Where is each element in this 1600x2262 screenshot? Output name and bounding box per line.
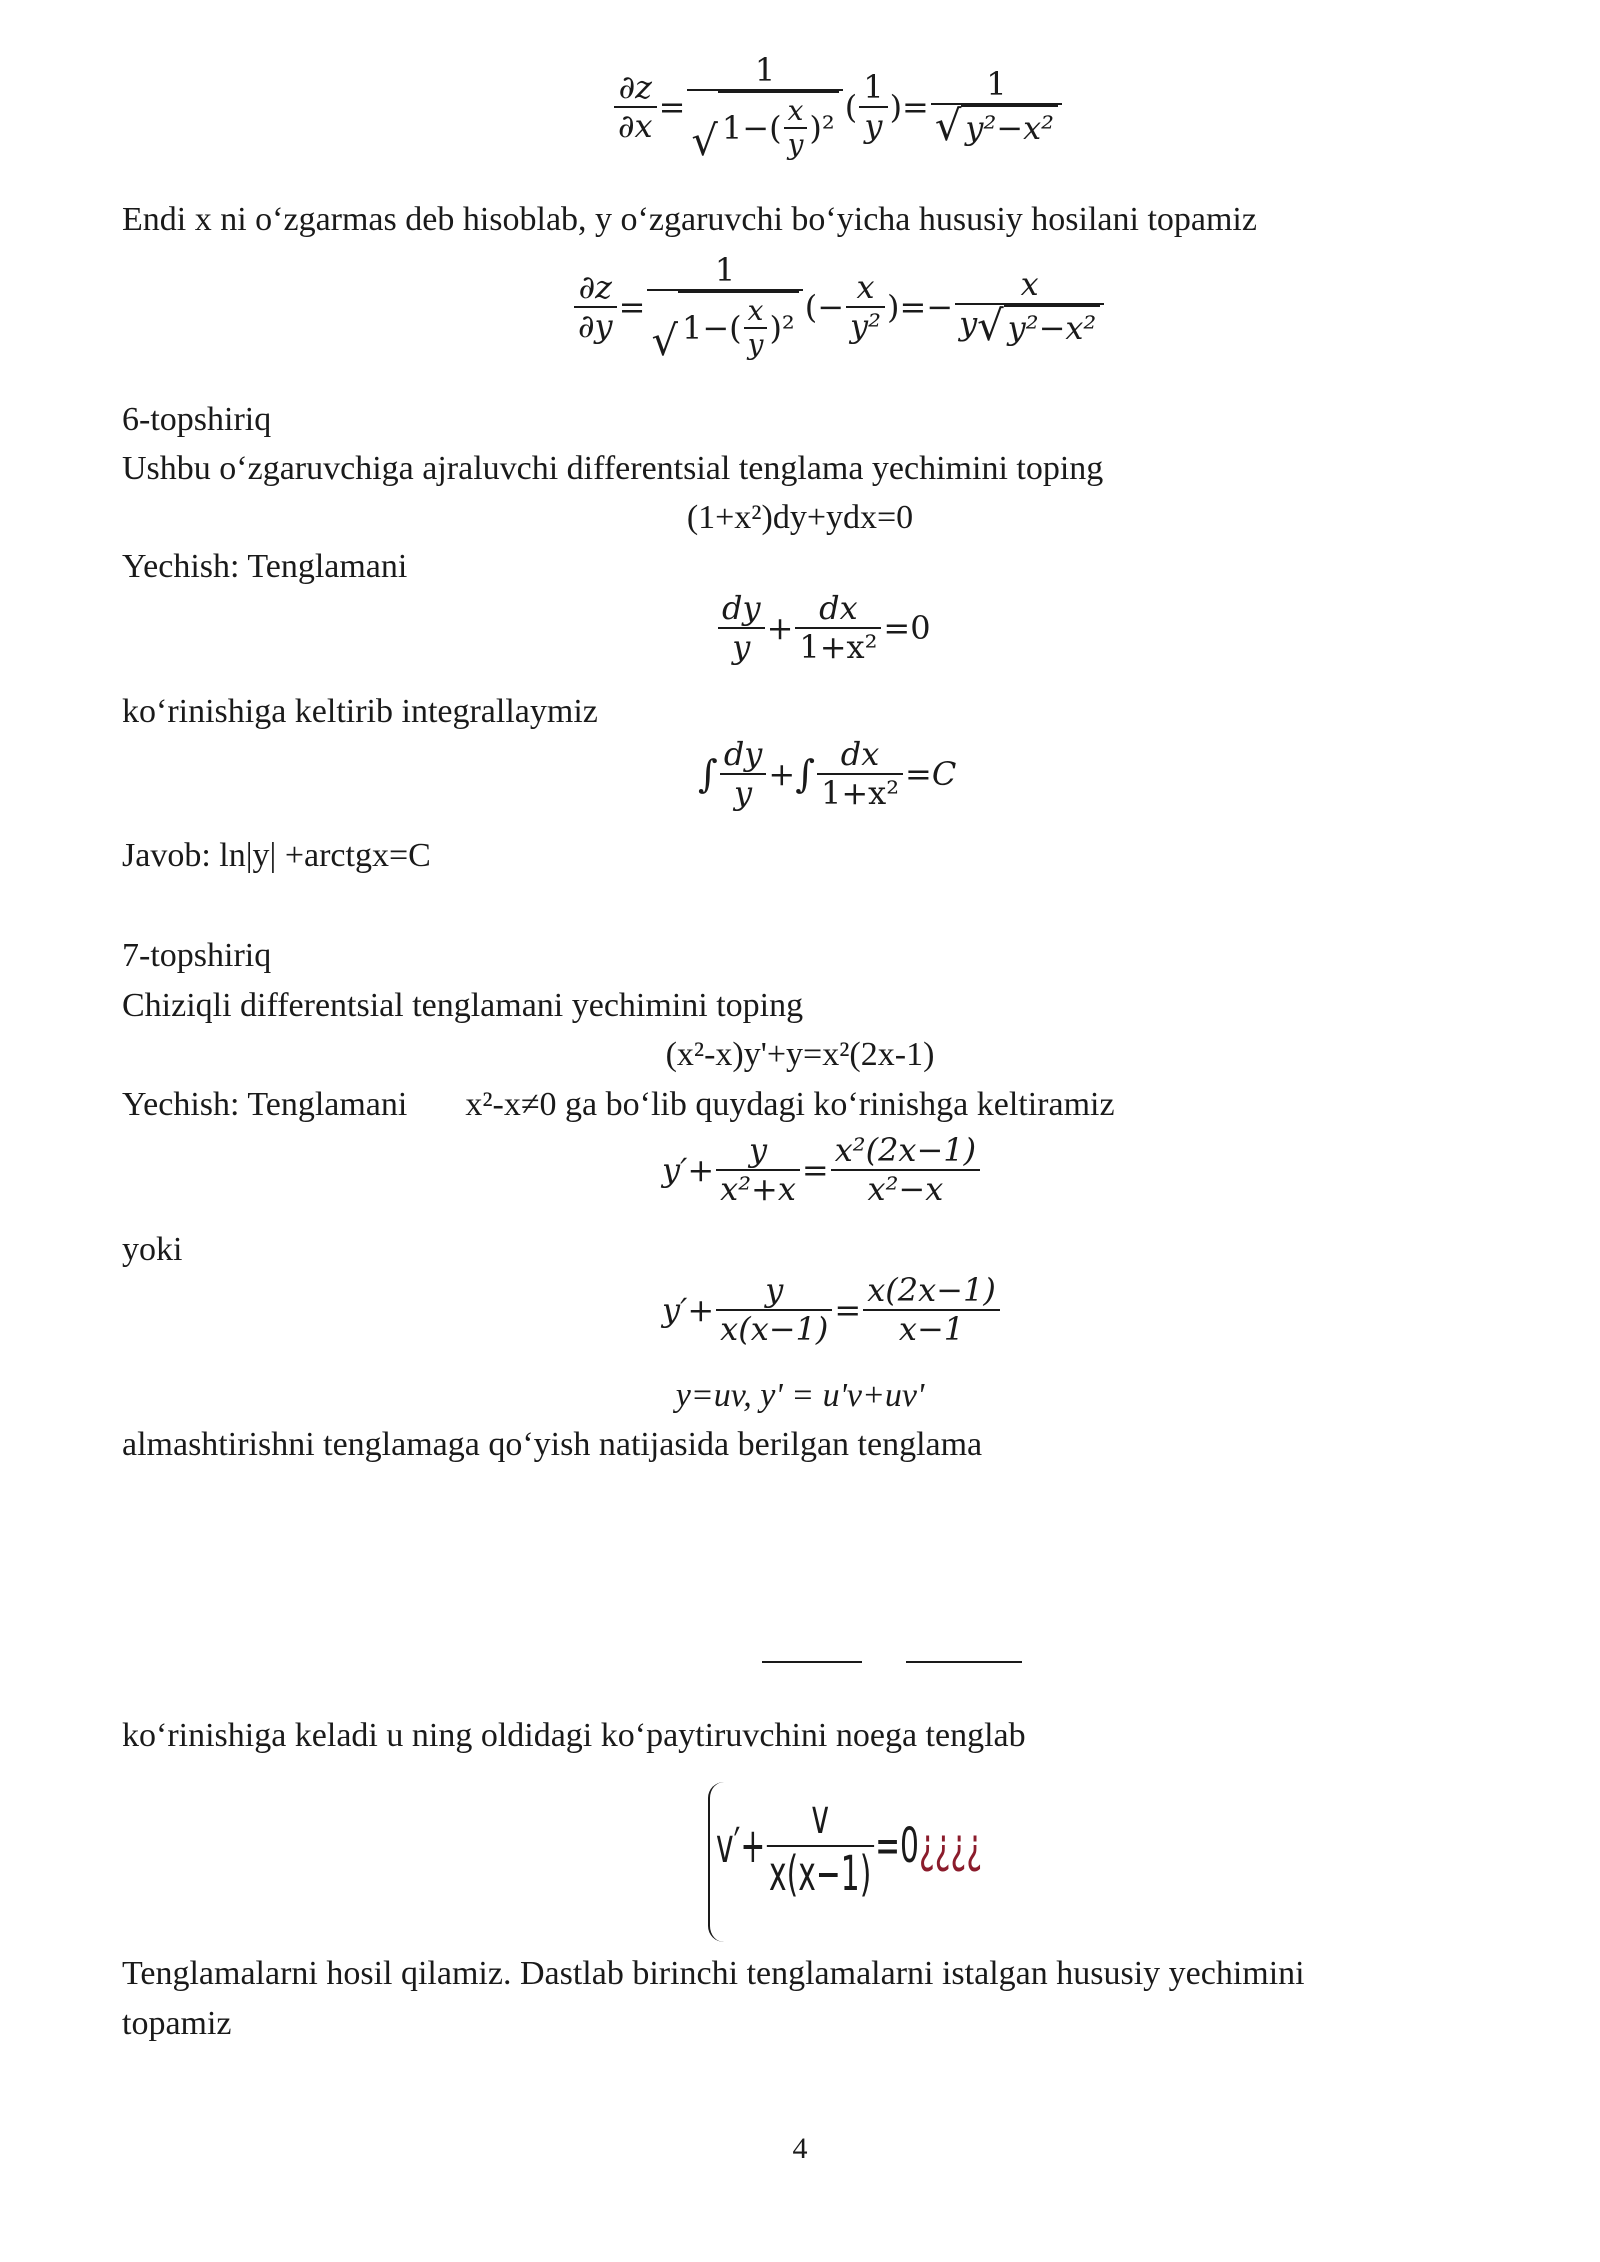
task-6-text: Ushbu o‘zgaruvchiga ajraluvchi differentsial tenglama yechimini toping: [122, 450, 1104, 487]
fraction-bar-left: [762, 1661, 862, 1663]
formula-8: v′+ $\frac{v}{x(x-1)}$ =0 ¿¿¿¿: [716, 1789, 983, 1903]
formula-6a: $\frac{dy}{y}$ + $\frac{dx}{\text{1+x²}}$ =0: [716, 590, 931, 666]
formula-7b: y′+ $\frac{y}{x(x-1)}$ = $\frac{x(2x-1)}{x-1}$: [662, 1272, 1002, 1348]
task-7-text: Chiziqli differentsial tenglamani yechimini toping: [122, 987, 804, 1024]
formula-dz-dx: $\frac{\partial z}{\partial x}$ = 1 √ 1−( $\frac{x}{y}$ )² ( $\frac{1}{y}$ )= 1 √ y²−x²: [612, 52, 1064, 161]
text-final-2: topamiz: [122, 2005, 232, 2042]
answer-6: Javob: ln|y| +arctgx=C: [122, 837, 431, 874]
text-integrate: ko‘rinishiga keltirib integrallaymiz: [122, 693, 598, 730]
text-coefficient: ko‘rinishiga keladi u ning oldidagi ko‘paytiruvchini noega tenglab: [122, 1717, 1026, 1754]
formula-7a: y′+ $\frac{y}{\text{x²+x}}$ = $\frac{\text{x²(2x−1)}}{\text{x²−x}}$: [662, 1132, 982, 1208]
task-7-heading: 7-topshiriq: [122, 937, 272, 974]
text-yoki: yoki: [122, 1231, 183, 1268]
text-final-1: Tenglamalarni hosil qilamiz. Dastlab birinchi tenglamalarni istalgan hususiy yechimini: [122, 1955, 1305, 1992]
text-substitution: almashtirishni tenglamaga qo‘yish natijasida berilgan tenglama: [122, 1426, 983, 1463]
solution-6-label: Yechish: Tenglamani: [122, 548, 408, 585]
fraction-bar-right: [906, 1661, 1022, 1663]
solution-7-line: Yechish: Tenglamani x²-x≠0 ga bo‘lib quydagi ko‘rinishga keltiramiz: [122, 1086, 1115, 1123]
formula-6b: ∫ $\frac{dy}{y}$ + ∫ $\frac{dx}{\text{1+x²}}$ =C: [698, 735, 957, 812]
page-number: 4: [792, 2132, 808, 2165]
formula-dz-dy: $\frac{\partial z}{\partial y}$ = 1 √ 1−( $\frac{x}{y}$ )² (− $\frac{x}{\text{y²}}$ )=− x y √ y²−x²: [572, 252, 1106, 361]
task-6-heading: 6-topshiriq: [122, 401, 272, 438]
equation-7: (x²-x)y'+y=x²(2x-1): [665, 1036, 935, 1073]
equation-6: (1+x²)dy+ydx=0: [686, 499, 914, 536]
substitution: y=uv, y' = u'v+uv': [675, 1377, 925, 1414]
text-line-partial-y: Endi x ni o‘zgarmas deb hisoblab, y o‘zgaruvchi bo‘yicha hususiy hosilani topamiz: [122, 201, 1257, 238]
